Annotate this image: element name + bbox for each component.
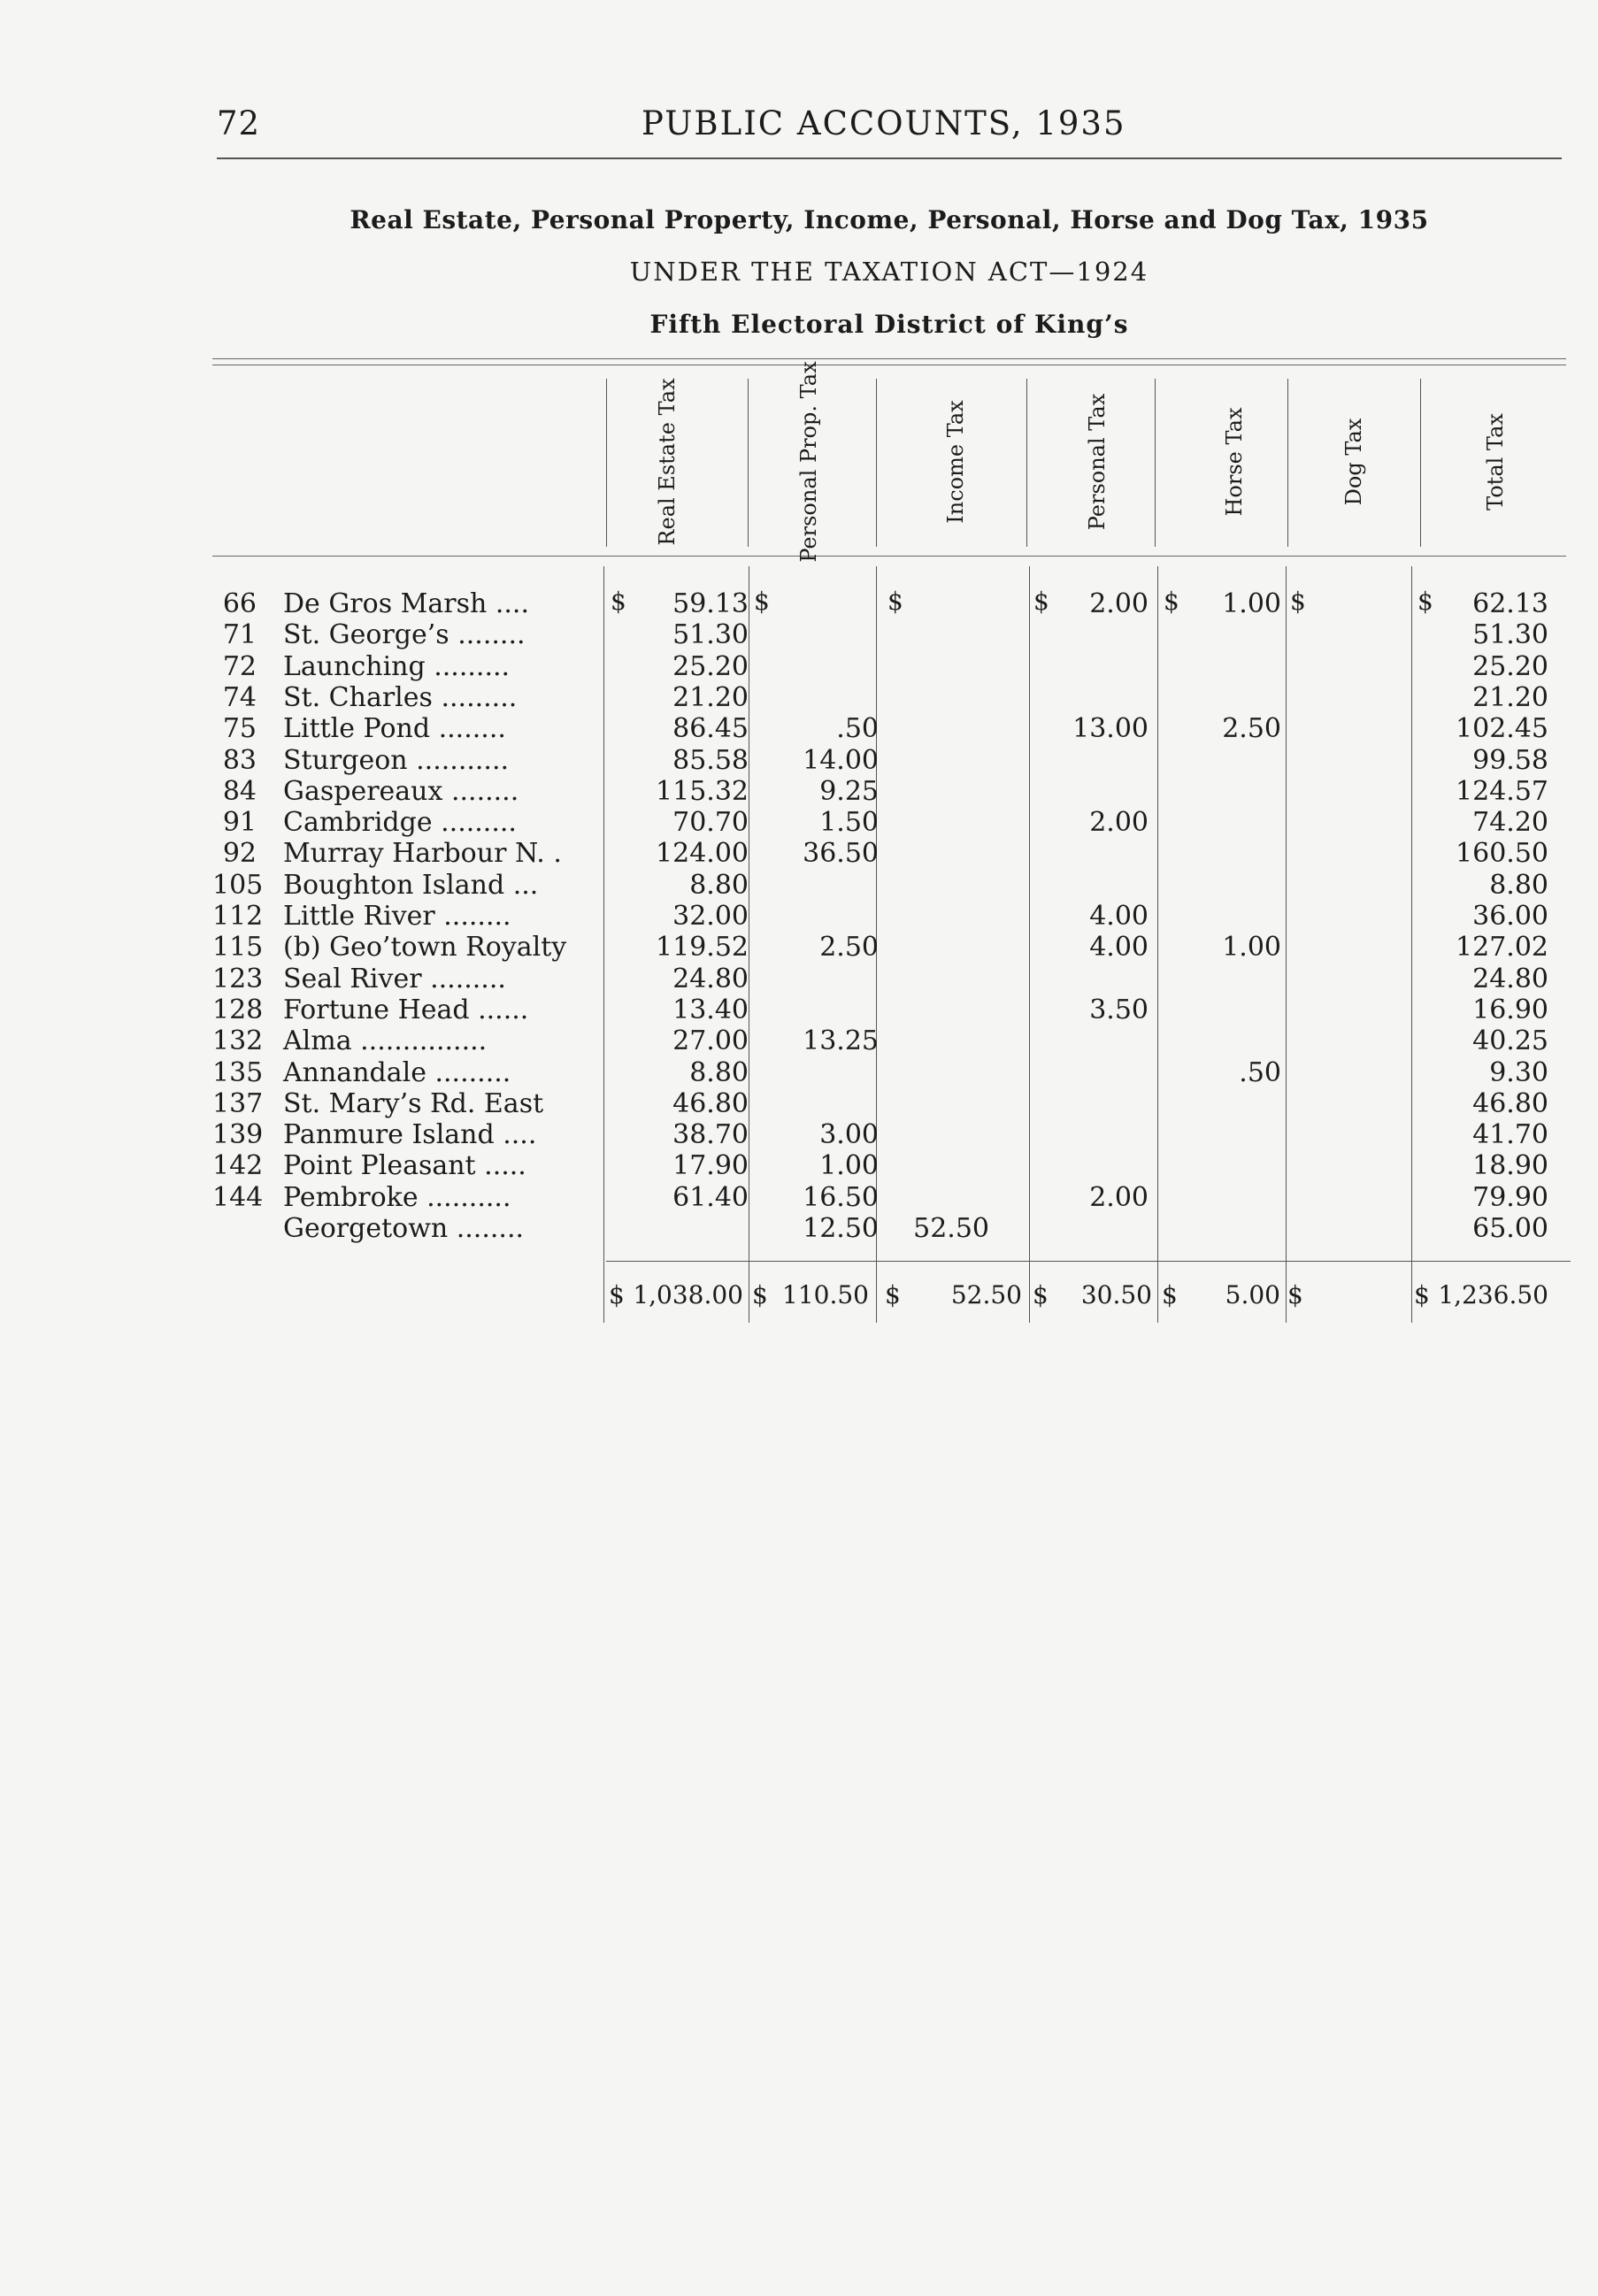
row-number: 132 xyxy=(212,1025,264,1057)
col-divider xyxy=(606,379,607,547)
row-number: 72 xyxy=(222,650,257,682)
total-personal-prop: 110.50 xyxy=(782,1280,869,1309)
row-number: 75 xyxy=(222,713,257,745)
col-divider xyxy=(1287,379,1288,547)
row-number: 71 xyxy=(222,619,257,651)
cell-personal-prop: 2.50 xyxy=(819,932,879,964)
row-number: 115 xyxy=(212,932,264,964)
dollar-sign: $ xyxy=(1287,1280,1303,1309)
column-header-personal-prop-tax: Personal Prop. Tax xyxy=(796,361,821,563)
cell-real-estate: 32.00 xyxy=(672,901,749,932)
table-row xyxy=(0,1057,1598,1088)
running-title: PUBLIC ACCOUNTS, 1935 xyxy=(642,104,1126,142)
cell-total: 9.30 xyxy=(1489,1056,1548,1088)
table-row xyxy=(0,1119,1598,1150)
cell-total: 18.90 xyxy=(1472,1150,1548,1182)
table-row xyxy=(0,964,1598,994)
cell-personal: 2.00 xyxy=(1089,588,1149,619)
dollar-sign: $ xyxy=(887,587,903,616)
cell-total: 21.20 xyxy=(1472,681,1548,713)
district-name: Fortune Head ...... xyxy=(283,994,529,1025)
dollar-sign: $ xyxy=(609,1280,625,1309)
cell-real-estate: 46.80 xyxy=(672,1087,749,1119)
column-header-real-estate-tax: Real Estate Tax xyxy=(655,378,680,546)
district-name: Pembroke .......... xyxy=(283,1181,511,1213)
cell-real-estate: 124.00 xyxy=(656,838,749,870)
cell-total: 41.70 xyxy=(1472,1119,1548,1151)
table-row xyxy=(0,1213,1598,1244)
cell-personal: 4.00 xyxy=(1089,932,1149,964)
cell-personal: 4.00 xyxy=(1089,901,1149,932)
dollar-sign: $ xyxy=(1417,587,1433,616)
district-name: Gaspereaux ........ xyxy=(283,775,519,807)
header-rule xyxy=(217,157,1562,159)
cell-horse: 2.50 xyxy=(1222,713,1281,745)
cell-real-estate: 25.20 xyxy=(672,650,749,682)
cell-total: 102.45 xyxy=(1456,713,1548,745)
cell-personal-prop: 36.50 xyxy=(803,838,879,870)
cell-total: 74.20 xyxy=(1472,807,1548,839)
column-header-dog-tax: Dog Tax xyxy=(1341,418,1366,506)
district-name: Panmure Island .... xyxy=(283,1119,537,1151)
row-number: 128 xyxy=(212,994,264,1025)
dollar-sign: $ xyxy=(885,1280,901,1309)
cell-personal-prop: 16.50 xyxy=(803,1181,879,1213)
cell-personal: 2.00 xyxy=(1089,1181,1149,1213)
table-row xyxy=(0,838,1598,869)
cell-real-estate: 59.13 xyxy=(672,588,749,619)
column-header-total-tax: Total Tax xyxy=(1483,413,1508,511)
district-heading: Fifth Electoral District of King’s xyxy=(649,310,1129,339)
table-row xyxy=(0,1150,1598,1181)
total-horse: 5.00 xyxy=(1225,1280,1280,1309)
district-name: De Gros Marsh .... xyxy=(283,588,529,619)
row-number: 142 xyxy=(212,1150,264,1182)
cell-personal-prop: 12.50 xyxy=(803,1213,879,1244)
cell-total: 25.20 xyxy=(1472,650,1548,682)
cell-real-estate: 38.70 xyxy=(672,1119,749,1151)
cell-real-estate: 85.58 xyxy=(672,744,749,776)
column-header-horse-tax: Horse Tax xyxy=(1222,407,1247,517)
dollar-sign: $ xyxy=(754,587,770,616)
cell-personal-prop: 1.50 xyxy=(819,807,879,839)
total-personal: 30.50 xyxy=(1080,1280,1152,1309)
district-name: Alma ............... xyxy=(283,1025,488,1057)
cell-personal: 3.50 xyxy=(1089,994,1149,1025)
dollar-sign: $ xyxy=(1164,587,1179,616)
col-divider xyxy=(1420,379,1421,547)
cell-real-estate: 13.40 xyxy=(672,994,749,1025)
district-name: St. George’s ........ xyxy=(283,619,526,651)
column-header-income-tax: Income Tax xyxy=(943,400,968,524)
row-number: 83 xyxy=(222,744,257,776)
cell-real-estate: 24.80 xyxy=(672,963,749,994)
row-number: 66 xyxy=(222,588,257,619)
table-row xyxy=(0,994,1598,1025)
total-income: 52.50 xyxy=(950,1280,1022,1309)
row-number: 135 xyxy=(212,1056,264,1088)
district-name: St. Mary’s Rd. East xyxy=(283,1087,544,1119)
cell-personal: 13.00 xyxy=(1072,713,1149,745)
page-number: 72 xyxy=(217,104,261,142)
district-name: Little Pond ........ xyxy=(283,713,506,745)
totals-row xyxy=(0,1279,1598,1310)
cell-total: 124.57 xyxy=(1456,775,1548,807)
cell-total: 127.02 xyxy=(1456,932,1548,964)
cell-total: 65.00 xyxy=(1472,1213,1548,1244)
cell-total: 36.00 xyxy=(1472,901,1548,932)
table-row xyxy=(0,870,1598,901)
district-name: (b) Geo’town Royalty xyxy=(283,932,567,964)
col-divider xyxy=(748,379,749,547)
table-row xyxy=(0,1025,1598,1056)
cell-personal-prop: 3.00 xyxy=(819,1119,879,1151)
table-row xyxy=(0,807,1598,838)
cell-total: 8.80 xyxy=(1489,869,1548,901)
table-row xyxy=(0,588,1598,619)
column-header-personal-tax: Personal Tax xyxy=(1085,393,1110,531)
table-row xyxy=(0,776,1598,807)
table-row xyxy=(0,651,1598,682)
cell-real-estate: 27.00 xyxy=(672,1025,749,1057)
cell-horse: .50 xyxy=(1239,1056,1281,1088)
cell-total: 46.80 xyxy=(1472,1087,1548,1119)
district-name: Georgetown ........ xyxy=(283,1213,525,1244)
table-row xyxy=(0,745,1598,776)
cell-real-estate: 8.80 xyxy=(689,1056,749,1088)
cell-real-estate: 70.70 xyxy=(672,807,749,839)
total-real-estate: 1,038.00 xyxy=(633,1280,743,1309)
col-divider xyxy=(1026,379,1027,547)
table-row xyxy=(0,901,1598,932)
dollar-sign: $ xyxy=(752,1280,768,1309)
cell-real-estate: 8.80 xyxy=(689,869,749,901)
cell-real-estate: 51.30 xyxy=(672,619,749,651)
district-name: Sturgeon ........... xyxy=(283,744,510,776)
dollar-sign: $ xyxy=(1414,1280,1430,1309)
total-tax-sum: 1,236.50 xyxy=(1438,1280,1548,1309)
dollar-sign: $ xyxy=(1033,587,1049,616)
district-name: Point Pleasant ..... xyxy=(283,1150,526,1182)
district-name: Cambridge ......... xyxy=(283,807,517,839)
cell-total: 79.90 xyxy=(1472,1181,1548,1213)
cell-real-estate: 17.90 xyxy=(672,1150,749,1182)
table-row xyxy=(0,1088,1598,1119)
table-subtitle: UNDER THE TAXATION ACT—1924 xyxy=(629,257,1149,287)
row-number: 144 xyxy=(212,1181,264,1213)
cell-horse: 1.00 xyxy=(1222,932,1281,964)
row-number: 112 xyxy=(212,901,264,932)
cell-personal-prop: 13.25 xyxy=(803,1025,879,1057)
cell-real-estate: 21.20 xyxy=(672,681,749,713)
district-name: Launching ......... xyxy=(283,650,511,682)
cell-total: 160.50 xyxy=(1456,838,1548,870)
row-number: 105 xyxy=(212,869,264,901)
cell-personal-prop: 14.00 xyxy=(803,744,879,776)
row-number: 123 xyxy=(212,963,264,994)
cell-total: 62.13 xyxy=(1472,588,1548,619)
cell-personal-prop: .50 xyxy=(836,713,879,745)
district-name: Little River ........ xyxy=(283,901,511,932)
cell-personal: 2.00 xyxy=(1089,807,1149,839)
cell-total: 40.25 xyxy=(1472,1025,1548,1057)
row-number: 137 xyxy=(212,1087,264,1119)
district-name: Boughton Island ... xyxy=(283,869,539,901)
cell-income: 52.50 xyxy=(913,1213,989,1244)
table-row xyxy=(0,682,1598,713)
col-divider xyxy=(876,379,877,547)
table-row xyxy=(0,619,1598,650)
row-number: 91 xyxy=(222,807,257,839)
district-name: St. Charles ......... xyxy=(283,681,518,713)
cell-horse: 1.00 xyxy=(1222,588,1281,619)
cell-real-estate: 119.52 xyxy=(656,932,749,964)
cell-total: 99.58 xyxy=(1472,744,1548,776)
district-name: Annandale ......... xyxy=(283,1056,511,1088)
district-name: Murray Harbour N. . xyxy=(283,838,562,870)
dollar-sign: $ xyxy=(611,587,626,616)
cell-total: 24.80 xyxy=(1472,963,1548,994)
dollar-sign: $ xyxy=(1290,587,1306,616)
row-number: 92 xyxy=(222,838,257,870)
table-row xyxy=(0,1182,1598,1213)
table-row xyxy=(0,932,1598,963)
cell-real-estate: 86.45 xyxy=(672,713,749,745)
dollar-sign: $ xyxy=(1162,1280,1178,1309)
cell-total: 16.90 xyxy=(1472,994,1548,1025)
cell-personal-prop: 9.25 xyxy=(819,775,879,807)
dollar-sign: $ xyxy=(1033,1280,1049,1309)
row-number: 84 xyxy=(222,775,257,807)
cell-real-estate: 61.40 xyxy=(672,1181,749,1213)
row-number: 74 xyxy=(222,681,257,713)
row-number: 139 xyxy=(212,1119,264,1151)
table-title: Real Estate, Personal Property, Income, Personal, Horse and Dog Tax, 1935 xyxy=(350,205,1429,234)
col-divider xyxy=(1155,379,1156,547)
cell-real-estate: 115.32 xyxy=(656,775,749,807)
cell-personal-prop: 1.00 xyxy=(819,1150,879,1182)
table-row xyxy=(0,713,1598,744)
total-rule xyxy=(606,1261,1571,1262)
district-name: Seal River ......... xyxy=(283,963,506,994)
cell-total: 51.30 xyxy=(1472,619,1548,651)
